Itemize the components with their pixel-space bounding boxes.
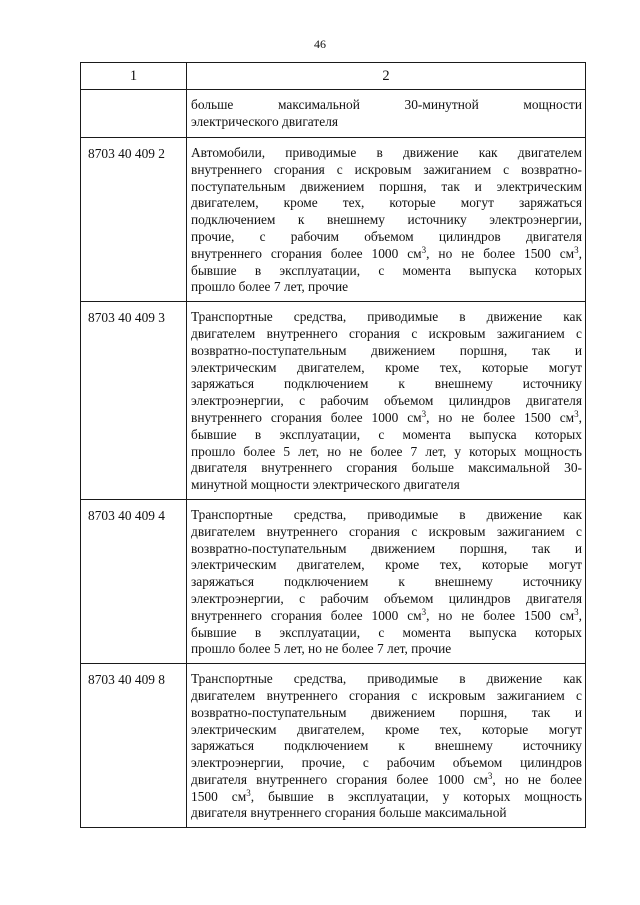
superscript-three: 3 xyxy=(574,244,579,255)
goods-description xyxy=(187,90,586,138)
tariff-table xyxy=(80,62,586,828)
description-line: электрическим двигателем, кроме тех, которые могут xyxy=(191,721,582,737)
tariff-code: 8703 40 409 8 xyxy=(81,664,187,828)
description-line: бывшие в эксплуатации, с момента выпуска которых xyxy=(191,262,582,278)
description-line: двигателя внутреннего сгорания больше максимальной 30- xyxy=(191,460,582,476)
description-line: бывшие в эксплуатации, с момента выпуска которых xyxy=(191,624,582,640)
description-line: электроэнергии, с рабочим объемом цилиндров двигателя xyxy=(191,590,582,606)
description-line: возвратно-поступательным движением поршня, так и xyxy=(191,540,582,556)
superscript-three: 3 xyxy=(421,244,427,255)
description-line: прочие, с рабочим объемом цилиндров двигателя xyxy=(191,228,582,244)
column-header-description: 2 xyxy=(187,63,586,90)
description-line: двигателем внутреннего сгорания с искровым зажиганием с xyxy=(191,523,582,539)
description-line: подключением к внешнему источнику электроэнергии, xyxy=(191,212,582,228)
description-line: возвратно-поступательным движением поршня, так и xyxy=(191,342,582,358)
description-line: электрическим двигателем, кроме тех, которые могут xyxy=(191,359,582,375)
tariff-code: 8703 40 409 4 xyxy=(81,499,187,663)
goods-description xyxy=(187,302,586,500)
table-row xyxy=(81,499,586,663)
description-line: двигателя внутреннего сгорания более 1000 $см^3$, но не более xyxy=(191,770,583,787)
table-row xyxy=(81,138,586,302)
tariff-code xyxy=(81,90,187,138)
description-line: электроэнергии, с рабочим объемом цилиндров двигателя xyxy=(191,393,582,409)
description-line: прошло более 5 лет, но не более 7 лет, у которых мощность xyxy=(191,443,582,459)
table-row xyxy=(81,90,586,138)
superscript-three: 3 xyxy=(487,770,493,781)
superscript-three: 3 xyxy=(421,606,427,617)
description-line: внутреннего сгорания более 1000 $см^3$, но не более 1500 $см^3$, xyxy=(191,606,583,623)
tariff-code: 8703 40 409 2 xyxy=(81,138,187,302)
description-line: больше максимальной 30-минутной мощности xyxy=(191,97,582,112)
column-header-code: 1 xyxy=(81,63,187,90)
table-row xyxy=(81,664,586,828)
description-line: минутной мощности электрического двигателя xyxy=(191,477,460,493)
description-line: Транспортные средства, приводимые в движение как xyxy=(191,671,582,687)
goods-description xyxy=(187,138,586,302)
description-line: внутреннего сгорания более 1000 $см^3$, но не более 1500 $см^3$, xyxy=(191,408,583,425)
description-line: двигателя внутреннего сгорания больше максимальной xyxy=(191,805,507,821)
description-line: поступательным движением поршня, так и электрическим xyxy=(191,178,582,194)
description-line: двигателем, кроме тех, которые могут заряжаться xyxy=(191,195,582,211)
description-line: прошло более 5 лет, но не более 7 лет, прочие xyxy=(191,641,452,657)
description-line: возвратно-поступательным движением поршня, так и xyxy=(191,704,582,720)
description-line: бывшие в эксплуатации, с момента выпуска которых xyxy=(191,426,582,442)
table-row xyxy=(81,302,586,500)
description-line: 1500 $см^3$, бывшие в эксплуатации, у которых мощность xyxy=(191,787,582,804)
superscript-three: 3 xyxy=(246,787,251,798)
superscript-three: 3 xyxy=(574,606,579,617)
description-line: прошло более 7 лет, прочие xyxy=(191,279,349,295)
description-line: Транспортные средства, приводимые в движение как xyxy=(191,309,582,325)
description-line: двигателем внутреннего сгорания с искровым зажиганием с xyxy=(191,325,582,341)
superscript-three: 3 xyxy=(421,408,427,419)
description-line: электроэнергии, прочие, с рабочим объемом цилиндров xyxy=(191,755,582,771)
description-line: Транспортные средства, приводимые в движение как xyxy=(191,506,582,522)
superscript-three: 3 xyxy=(574,408,579,419)
tariff-code: 8703 40 409 3 xyxy=(81,302,187,500)
description-line: электрического двигателя xyxy=(191,113,339,129)
description-line: заряжаться подключением к внешнему источнику xyxy=(191,376,582,392)
goods-description xyxy=(187,664,586,828)
description-line: электрическим двигателем, кроме тех, которые могут xyxy=(191,557,582,573)
description-line: внутреннего сгорания с искровым зажиганием с возвратно- xyxy=(191,161,582,177)
goods-description xyxy=(187,499,586,663)
table-header-row xyxy=(81,63,586,90)
description-line: заряжаться подключением к внешнему источнику xyxy=(191,574,582,590)
description-line: заряжаться подключением к внешнему источнику xyxy=(191,738,582,754)
page-number: 46 xyxy=(314,37,326,51)
description-line: Автомобили, приводимые в движение как двигателем xyxy=(191,145,582,160)
description-line: двигателем внутреннего сгорания с искровым зажиганием с xyxy=(191,687,582,703)
description-line: внутреннего сгорания более 1000 $см^3$, но не более 1500 $см^3$, xyxy=(191,244,583,261)
